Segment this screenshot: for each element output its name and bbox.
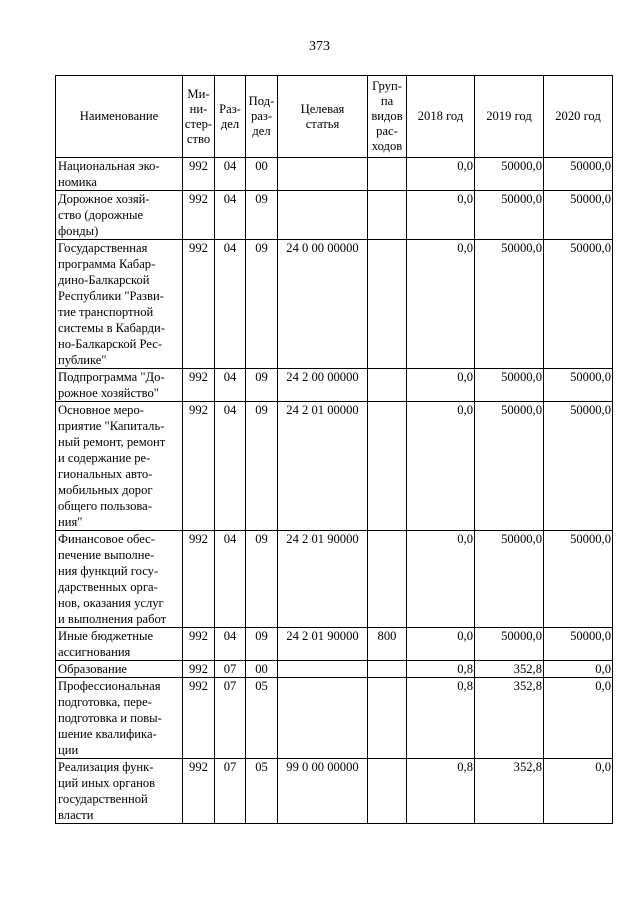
cell-2019: 50000,0	[475, 402, 544, 531]
cell-section: 04	[215, 628, 246, 661]
cell-subsection: 09	[246, 369, 278, 402]
cell-section: 04	[215, 369, 246, 402]
cell-target: 24 2 01 90000	[278, 531, 368, 628]
table-row	[56, 678, 613, 759]
cell-ministry: 992	[183, 678, 215, 759]
cell-subsection: 05	[246, 678, 278, 759]
cell-2020: 0,0	[544, 678, 613, 759]
cell-subsection: 09	[246, 628, 278, 661]
cell-2019: 352,8	[475, 678, 544, 759]
cell-ministry: 992	[183, 369, 215, 402]
cell-2020: 50000,0	[544, 628, 613, 661]
table-row	[56, 191, 613, 240]
cell-expense-group	[368, 661, 407, 678]
cell-2018: 0,8	[407, 661, 475, 678]
cell-ministry: 992	[183, 191, 215, 240]
table-row	[56, 661, 613, 678]
table-header-row	[56, 76, 613, 158]
header-subsection: Под- раз- дел	[246, 76, 278, 158]
cell-name: Основное меро- приятие "Капиталь- ный ремонт, ремонт и содержание ре- гиональных авто- мобильных дорог общего пользова- ния"	[56, 402, 183, 531]
cell-target	[278, 191, 368, 240]
budget-table	[55, 75, 613, 824]
cell-expense-group	[368, 240, 407, 369]
cell-2020: 50000,0	[544, 402, 613, 531]
cell-2020: 0,0	[544, 759, 613, 824]
cell-ministry: 992	[183, 628, 215, 661]
cell-expense-group	[368, 402, 407, 531]
cell-2020: 50000,0	[544, 240, 613, 369]
cell-ministry: 992	[183, 759, 215, 824]
cell-ministry: 992	[183, 661, 215, 678]
cell-name: Национальная эко- номика	[56, 158, 183, 191]
cell-2019: 50000,0	[475, 369, 544, 402]
cell-2019: 352,8	[475, 759, 544, 824]
cell-section: 04	[215, 191, 246, 240]
cell-target: 99 0 00 00000	[278, 759, 368, 824]
cell-subsection: 00	[246, 158, 278, 191]
cell-target	[278, 158, 368, 191]
cell-2020: 0,0	[544, 661, 613, 678]
cell-2019: 50000,0	[475, 240, 544, 369]
cell-expense-group: 800	[368, 628, 407, 661]
cell-subsection: 09	[246, 402, 278, 531]
cell-subsection: 09	[246, 531, 278, 628]
header-2019: 2019 год	[475, 76, 544, 158]
cell-section: 04	[215, 402, 246, 531]
table-row	[56, 158, 613, 191]
header-ministry: Ми- ни- стер- ство	[183, 76, 215, 158]
header-2018: 2018 год	[407, 76, 475, 158]
cell-subsection: 00	[246, 661, 278, 678]
cell-target: 24 2 01 90000	[278, 628, 368, 661]
cell-ministry: 992	[183, 531, 215, 628]
cell-2020: 50000,0	[544, 531, 613, 628]
table-row	[56, 628, 613, 661]
table-row	[56, 531, 613, 628]
cell-2019: 50000,0	[475, 191, 544, 240]
cell-name: Финансовое обес- печение выполне- ния функций госу- дарственных орга- нов, оказания услуг и выполнения работ	[56, 531, 183, 628]
cell-section: 07	[215, 661, 246, 678]
table-body	[56, 158, 613, 824]
cell-2018: 0,0	[407, 158, 475, 191]
header-target: Целевая статья	[278, 76, 368, 158]
cell-section: 07	[215, 678, 246, 759]
cell-section: 07	[215, 759, 246, 824]
cell-expense-group	[368, 158, 407, 191]
cell-2019: 352,8	[475, 661, 544, 678]
table-row	[56, 759, 613, 824]
cell-2018: 0,0	[407, 240, 475, 369]
table-row	[56, 240, 613, 369]
cell-2020: 50000,0	[544, 191, 613, 240]
cell-2018: 0,0	[407, 369, 475, 402]
cell-target	[278, 661, 368, 678]
cell-2018: 0,0	[407, 531, 475, 628]
cell-name: Иные бюджетные ассигнования	[56, 628, 183, 661]
header-2020: 2020 год	[544, 76, 613, 158]
cell-ministry: 992	[183, 158, 215, 191]
cell-expense-group	[368, 678, 407, 759]
header-name: Наименование	[56, 76, 183, 158]
cell-2018: 0,8	[407, 678, 475, 759]
cell-name: Государственная программа Кабар- дино-Балкарской Республики "Разви- тие транспортной системы в Кабарди- но-Балкарской Рес- публике"	[56, 240, 183, 369]
cell-expense-group	[368, 759, 407, 824]
header-section: Раз- дел	[215, 76, 246, 158]
cell-name: Профессиональная подготовка, пере- подготовка и повы- шение квалифика- ции	[56, 678, 183, 759]
cell-subsection: 05	[246, 759, 278, 824]
table-row	[56, 402, 613, 531]
cell-name: Реализация функ- ций иных органов государственной власти	[56, 759, 183, 824]
cell-2018: 0,0	[407, 191, 475, 240]
cell-name: Подпрограмма "До- рожное хозяйство"	[56, 369, 183, 402]
cell-name: Образование	[56, 661, 183, 678]
cell-2019: 50000,0	[475, 531, 544, 628]
cell-2020: 50000,0	[544, 369, 613, 402]
cell-2020: 50000,0	[544, 158, 613, 191]
cell-ministry: 992	[183, 240, 215, 369]
cell-section: 04	[215, 240, 246, 369]
cell-2019: 50000,0	[475, 628, 544, 661]
cell-target	[278, 678, 368, 759]
cell-expense-group	[368, 531, 407, 628]
cell-name: Дорожное хозяй- ство (дорожные фонды)	[56, 191, 183, 240]
table-row	[56, 369, 613, 402]
cell-ministry: 992	[183, 402, 215, 531]
cell-expense-group	[368, 369, 407, 402]
header-expense-group: Груп- па видов рас- ходов	[368, 76, 407, 158]
cell-target: 24 0 00 00000	[278, 240, 368, 369]
cell-expense-group	[368, 191, 407, 240]
cell-2018: 0,0	[407, 402, 475, 531]
cell-target: 24 2 01 00000	[278, 402, 368, 531]
page-number: 373	[309, 39, 330, 54]
cell-section: 04	[215, 531, 246, 628]
cell-2018: 0,0	[407, 628, 475, 661]
cell-section: 04	[215, 158, 246, 191]
cell-2019: 50000,0	[475, 158, 544, 191]
cell-subsection: 09	[246, 191, 278, 240]
cell-subsection: 09	[246, 240, 278, 369]
cell-target: 24 2 00 00000	[278, 369, 368, 402]
cell-2018: 0,8	[407, 759, 475, 824]
